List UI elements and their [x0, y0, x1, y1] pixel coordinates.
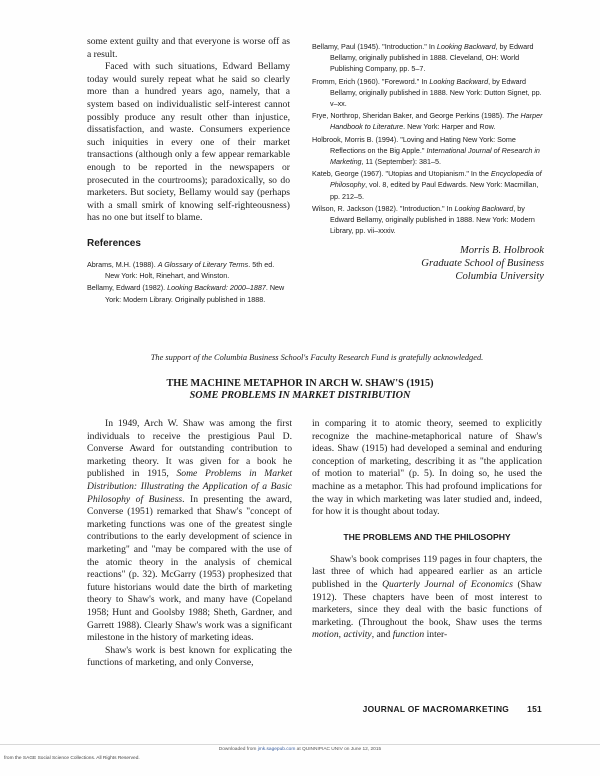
paragraph-atomic-theory: in comparing it to atomic theory, seemed to explicitly recognize the machine-metaphorical nature of Shaw's ideas. Shaw (1915) had developed a seminal and enduring conception of marketing, describing it as "the application of motion to material" (p. 5). In doing so, he used the machine as a metaphor. This had profound implications for the way in which marketing was later studied and, indeed, for how it is thought about today. [312, 418, 542, 518]
author-signature [312, 245, 544, 283]
paragraph-book-structure: Shaw's book comprises 119 pages in four chapters, the last three of which had appeared earlier as an article published in the Quarterly Journal of Economics (Shaw 1912). These chapters have been of most interest to marketers, since they deal with the basic functions of marketing. (Throughout the book, Shaw uses the terms motion, activity, and function inter- [312, 553, 542, 641]
paragraph-closing: some extent guilty and that everyone is worse off as a result. [87, 36, 290, 60]
journal-name: JOURNAL OF MACROMARKETING [362, 704, 510, 714]
author-school: Graduate School of Business [421, 258, 544, 270]
author-name: Morris B. Holbrook [459, 245, 544, 257]
reference-bellamy-paul: Bellamy, Paul (1945). "Introduction." In Looking Backward, by Edward Bellamy, originally published in 1888. Cleveland, OH: World Publishing Company, pp. 5–7. [312, 42, 534, 74]
page-number: 151 [527, 704, 542, 714]
upper-right-column [312, 41, 544, 283]
section-heading: THE PROBLEMS AND THE PHILOSOPHY [343, 531, 511, 542]
lower-right-column [312, 418, 542, 642]
reference-bellamy-edward: Bellamy, Edward (1982). Looking Backward: 2000–1887. New York: Modern Library. Originally published in 1888. [87, 283, 285, 304]
paragraph-functions: Shaw's work is best known for explicating the functions of marketing, and only Converse, [87, 644, 292, 669]
download-link[interactable]: jmk.sagepub.com [257, 747, 296, 752]
references-list-right [312, 41, 544, 236]
lower-left-column [87, 418, 292, 670]
author-university: Columbia University [455, 270, 544, 282]
footer-divider [0, 744, 600, 745]
reference-holbrook: Holbrook, Morris B. (1994). "Loving and Hating New York: Some Reflections on the Big Apple." International Journal of Research in Marketing, 11 (September): 381–5. [312, 134, 540, 167]
article-title-block [40, 378, 560, 402]
reference-wilson: Wilson, R. Jackson (1982). "Introduction." In Looking Backward, by Edward Bellamy, originally published in 1888. New York: Modern Library, pp. vii–xxxiv. [312, 203, 535, 236]
reference-fromm: Fromm, Erich (1960). "Foreword." In Looking Backward, by Edward Bellamy, originally published in 1888. New York: Dutton Signet, pp. v–xx. [312, 76, 542, 109]
references-heading: References [87, 237, 141, 249]
paragraph-bellamy: Faced with such situations, Edward Bellamy today would surely repeat what he said so clearly more than a hundred years ago, namely, that a system based on individualistic self-interest cannot possibly produce any result other than injustice, dissatisfaction, and waste. Consumers experience such iniquities in every one of their market transactions (although only a few appear remarkable enough to be reported in the newspapers or prosecuted in the courtrooms); paradoxically, so do marketers. But society, Bellamy would say (perhaps with a small smirk of knowing self-righteousness) has no one but itself to blame. [87, 61, 290, 224]
article-subtitle: SOME PROBLEMS IN MARKET DISTRIBUTION [189, 390, 411, 401]
article-title: THE MACHINE METAPHOR IN ARCH W. SHAW'S (1915) [166, 378, 434, 389]
references-list-left [87, 259, 290, 305]
reference-kateb: Kateb, George (1967). "Utopias and Utopianism." In the Encyclopedia of Philosophy, vol. 8, edited by Paul Edwards. New York: Macmillan, pp. 212–5. [312, 169, 542, 201]
upper-left-column [87, 36, 290, 306]
reference-frye: Frye, Northrop, Sheridan Baker, and George Perkins (1985). The Harper Handbook to Literature. New York: Harper and Row. [312, 111, 543, 132]
running-footer [363, 704, 542, 714]
reference-abrams: Abrams, M.H. (1988). A Glossary of Literary Terms. 5th ed. New York: Holt, Rinehart, and Winston. [87, 259, 275, 281]
rights-notice: from the SAGE Social Science Collections. All Rights Reserved. [4, 756, 140, 761]
paragraph-intro: In 1949, Arch W. Shaw was among the first individuals to receive the prestigious Paul D. Converse Award for outstanding contribution to marketing theory. It was given for a book he published in 1915, Some Problems in Market Distribution: Illustrating the Application of a Basic Philosophy of Business. In presenting the award, Converse (1951) remarked that Shaw's "concept of marketing functions was one of the greatest single contributions to the early development of science in marketing" and "may be compared with the use of the atomic theory in the analysis of chemical reactions" (p. 32). McGarry (1953) prophesized that future historians would date the birth of marketing theory to Shaw's work, and many have (Copeland 1958; Hunt and Goolsby 1988; Sheth, Gardner, and Garrett 1988). Clearly Shaw's work was a significant milestone in the history of marketing ideas. [87, 418, 292, 644]
download-notice: Downloaded from jmk.sagepub.com at QUINNIPIAC UNIV on June 12, 2015 [218, 747, 382, 752]
support-acknowledgment: The support of the Columbia Business School's Faculty Research Fund is gratefully acknowledged. [150, 353, 484, 362]
